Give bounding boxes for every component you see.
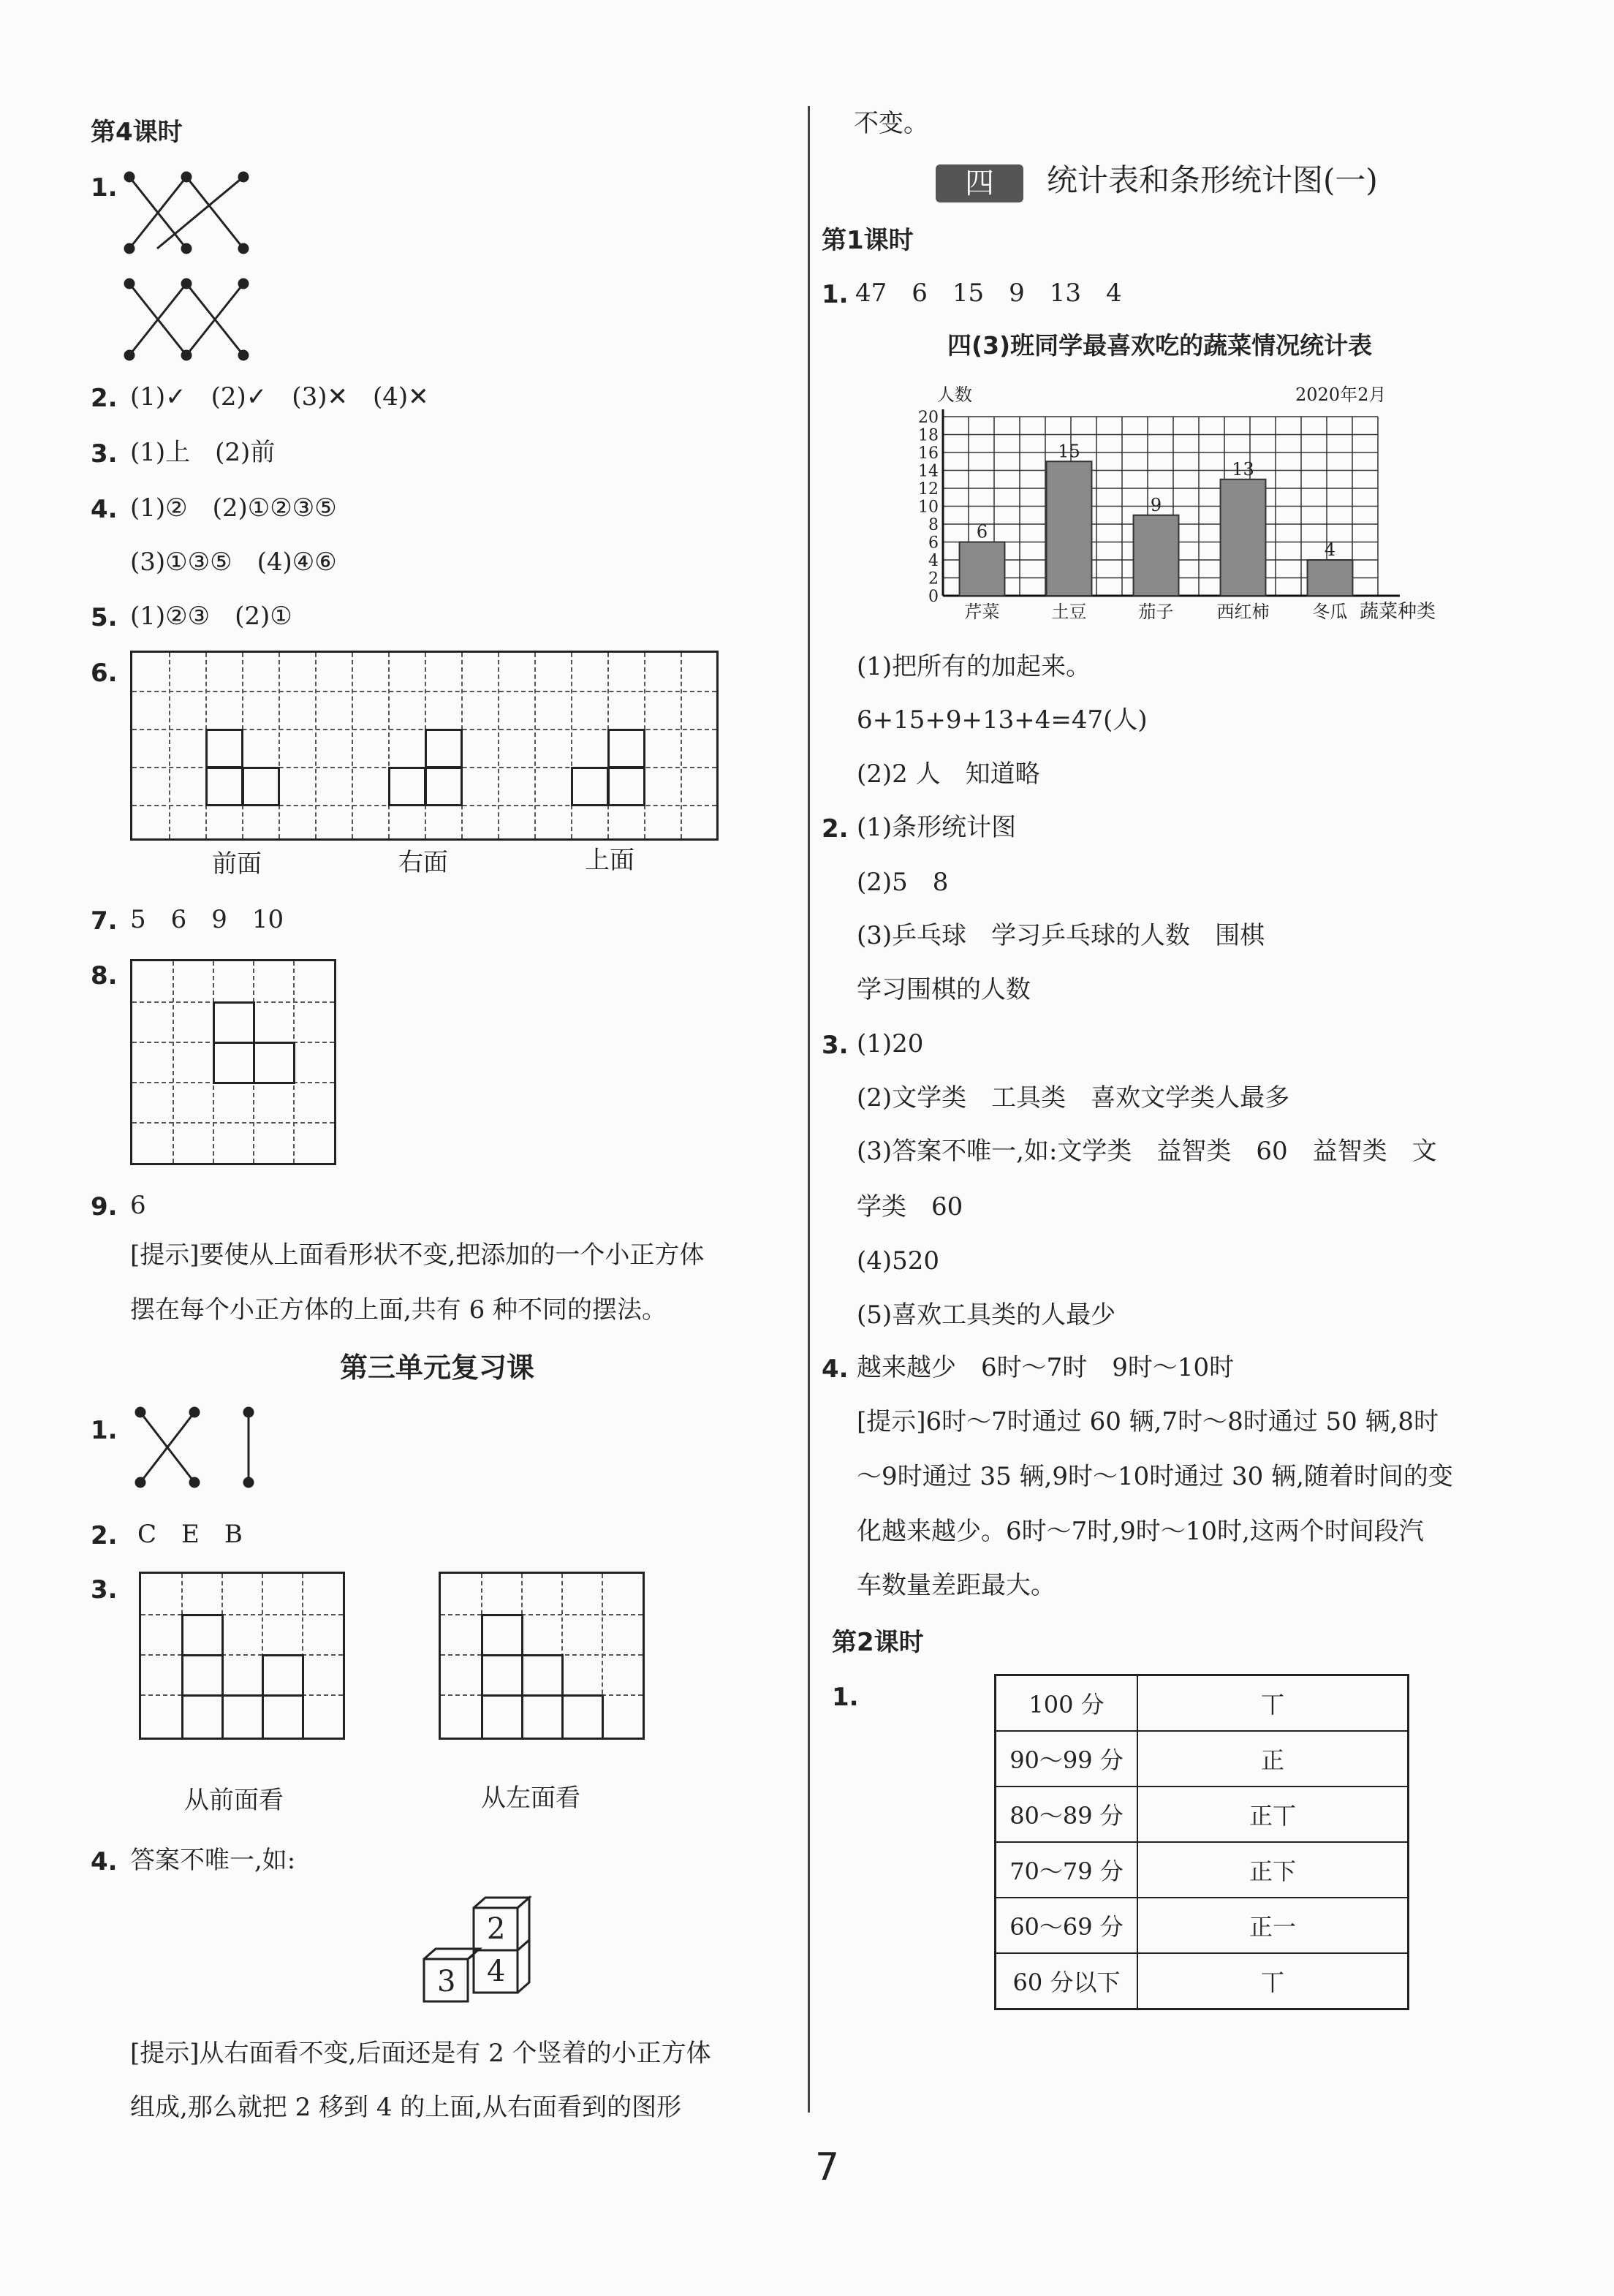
chart-xlabel: 蔬菜种类 [1360,601,1436,623]
q4-number: 4. [91,495,118,524]
r3-number: 3. [91,1575,118,1604]
tally-mark: 正 [1137,1731,1409,1787]
r-q4-hint4: 车数量差距最大。 [857,1571,1056,1600]
r-q1-sub2: 6+15+9+13+4=47(人) [857,705,1148,735]
r4-hint-line2: 组成,那么就把 2 移到 4 的上面,从右面看到的图形 [130,2093,682,2122]
r4-hint-line1: [提示]从右面看不变,后面还是有 2 个竖着的小正方体 [130,2039,711,2068]
bar-芹菜 [960,542,1005,596]
r-q2-line4: 学习围棋的人数 [857,975,1031,1004]
r4-cube-4: 4 [487,1955,506,1988]
tally-range: 100 分 [996,1675,1138,1732]
r3-left-grid [439,1572,645,1740]
tally-mark: 丅 [1137,1675,1409,1732]
tally-range: 90～99 分 [996,1731,1138,1787]
q6-label-front: 前面 [212,849,262,879]
y-tick-label: 12 [918,480,939,499]
y-tick-label: 16 [918,444,939,463]
lesson1-title: 第1课时 [822,226,914,255]
r-q4-hint3: 化越来越少。6时～7时,9时～10时,这两个时间段汽 [857,1517,1424,1546]
r-q4-hint2: ～9时通过 35 辆,9时～10时通过 30 辆,随着时间的变 [857,1462,1453,1491]
y-tick-label: 6 [928,534,939,553]
q9-number: 9. [91,1192,118,1221]
chart-date: 2020年2月 [1295,384,1387,405]
r-q3-line3: (3)答案不唯一,如:文学类 益智类 60 益智类 文 [857,1137,1437,1166]
bar-value-label: 15 [1058,441,1080,462]
r-q4-hint1: [提示]6时～7时通过 60 辆,7时～8时通过 50 辆,8时 [857,1407,1439,1436]
r-q4-line1: 越来越少 6时～7时 9时～10时 [857,1353,1235,1382]
tally-mark: 丅 [1137,1953,1409,2009]
matching-diagram [121,168,252,365]
q2-number: 2. [91,384,118,413]
chart-title: 四(3)班同学最喜欢吃的蔬菜情况统计表 [947,331,1373,360]
r-q1-answer: 47 6 15 9 13 4 [855,279,1122,308]
r2-number: 2. [91,1521,118,1550]
score-tally-table [994,1674,1409,2010]
q5-number: 5. [91,603,118,632]
table-row [996,1953,1409,2009]
x-category-label: 土豆 [1051,602,1087,622]
q4-answer-line1: (1)② (2)①②③⑤ [130,493,337,523]
r-q3-number: 3. [822,1031,849,1060]
l2-q1-number: 1. [832,1683,859,1712]
q3-answer: (1)上 (2)前 [130,438,276,467]
y-tick-label: 8 [928,516,939,534]
r-q1-number: 1. [822,280,849,309]
tally-range: 70～79 分 [996,1842,1138,1898]
r1-number: 1. [91,1416,118,1445]
y-tick-label: 4 [928,552,939,570]
bar-value-label: 13 [1232,458,1254,480]
y-tick-label: 0 [928,588,939,606]
table-row [996,1787,1409,1842]
column-divider [808,106,810,2113]
q1-number: 1. [91,173,118,202]
table-row [996,1675,1409,1732]
y-tick-label: 14 [918,462,939,481]
bar-冬瓜 [1308,560,1353,596]
q6-number: 6. [91,659,118,688]
q9-hint-line2: 摆在每个小正方体的上面,共有 6 种不同的摆法。 [130,1295,667,1325]
lesson2-title: 第2课时 [832,1628,924,1657]
unit-number-chip: 四 [936,164,1023,202]
x-category-label: 冬瓜 [1312,602,1348,622]
x-category-label: 芹菜 [964,602,1000,622]
table-row [996,1898,1409,1953]
r4-text: 答案不唯一,如: [130,1846,296,1875]
q6-label-top: 上面 [585,846,634,875]
r1-matching-diagram [132,1403,263,1491]
y-tick-label: 2 [928,569,939,588]
q8-grid [130,959,336,1165]
tally-mark: 正丅 [1137,1787,1409,1842]
q9-answer: 6 [130,1191,146,1220]
table-row [996,1842,1409,1898]
bar-茄子 [1134,515,1179,596]
r-q1-sub1: (1)把所有的加起来。 [857,652,1091,681]
tally-range: 60～69 分 [996,1898,1138,1953]
bar-value-label: 4 [1324,539,1336,560]
q7-answer: 5 6 9 10 [130,905,284,934]
q2-answer: (1)✓ (2)✓ (3)✕ (4)✕ [130,382,429,412]
chart-ylabel: 人数 [937,384,972,405]
x-category-label: 茄子 [1138,602,1174,622]
y-tick-label: 10 [918,498,939,517]
r3-label-left: 从左面看 [481,1784,580,1813]
tally-range: 80～89 分 [996,1787,1138,1842]
unit-title: 统计表和条形统计图(一) [1047,162,1378,198]
bar-西红柿 [1221,480,1266,596]
q9-hint-line1: [提示]要使从上面看形状不变,把添加的一个小正方体 [130,1240,705,1270]
page-number: 7 [815,2145,840,2189]
q6-label-right: 右面 [398,848,448,877]
y-tick-label: 20 [918,409,939,427]
table-row [996,1731,1409,1787]
review-title: 第三单元复习课 [340,1351,535,1384]
vegetable-bar-chart [899,376,1469,629]
q7-number: 7. [91,906,118,936]
r-q3-line6: (5)喜欢工具类的人最少 [857,1300,1116,1330]
r-q1-sub3: (2)2 人 知道略 [857,759,1040,789]
q5-answer: (1)②③ (2)① [130,602,292,631]
bar-value-label: 9 [1150,494,1162,515]
lesson4-title: 第4课时 [91,118,183,147]
continuation-text: 不变。 [854,109,928,138]
r-q4-number: 4. [822,1355,849,1384]
r-q2-number: 2. [822,814,849,844]
q6-grid [130,651,719,841]
r2-answer: C E B [137,1520,243,1549]
bar-value-label: 6 [976,521,988,542]
r-q3-line2: (2)文学类 工具类 喜欢文学类人最多 [857,1083,1290,1113]
r-q3-line1: (1)20 [857,1029,924,1058]
bar-土豆 [1047,461,1092,596]
r-q2-line3: (3)乒乓球 学习乒乓球的人数 围棋 [857,921,1265,950]
r4-cube-2: 2 [487,1912,506,1946]
tally-range: 60 分以下 [996,1953,1138,2009]
q3-number: 3. [91,439,118,469]
r-q3-line5: (4)520 [857,1246,940,1276]
tally-mark: 正下 [1137,1842,1409,1898]
r4-cube-3: 3 [437,1965,456,1998]
r-q2-line2: (2)5 8 [857,868,949,897]
r3-front-grid [139,1572,345,1740]
r-q3-line4: 学类 60 [857,1192,963,1221]
r3-label-front: 从前面看 [184,1786,284,1815]
q4-answer-line2: (3)①③⑤ (4)④⑥ [130,548,337,577]
q8-number: 8. [91,961,118,990]
x-category-label: 西红柿 [1216,602,1270,622]
r4-cube-figure [417,1893,541,2010]
tally-mark: 正一 [1137,1898,1409,1953]
r-q2-line1: (1)条形统计图 [857,813,1017,842]
y-tick-label: 18 [918,426,939,445]
r4-number: 4. [91,1847,118,1876]
